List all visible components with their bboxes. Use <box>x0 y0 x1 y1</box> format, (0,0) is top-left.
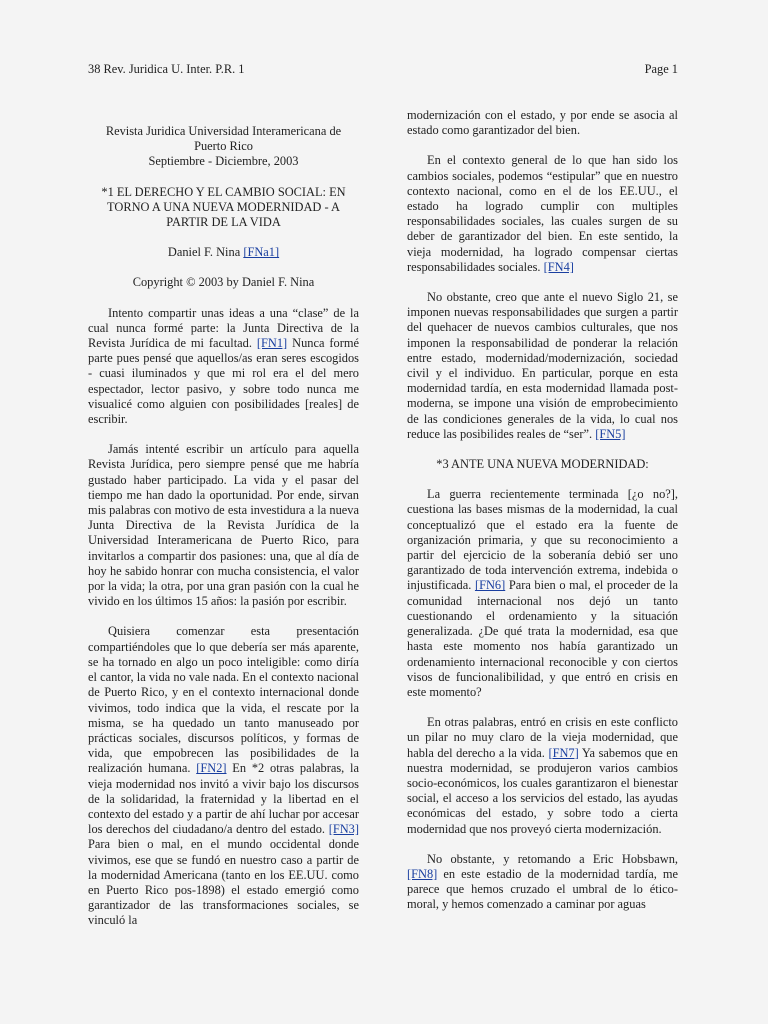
footnote-link-fn5[interactable]: [FN5] <box>595 426 626 441</box>
paragraph: Jamás intenté escribir un artículo para aquella Revista Jurídica, pero siempre pensé que me habría gustado haber participado. La vida y el pasar del tiempo me han dado la oportunidad. Por ende, sirvan mis palabras con motivo de esta investidura a la nueva Junta Directiva de la Revista Jurídica de la Universidad Interamericana de Puerto Rico, para invitarlos a compartir dos pasiones: una, que al día de hoy he sabido honrar con mucha consistencia, el valor por la vida; la otra, por una gran pasión con la cual he vivido en los últimos 15 años: la pasión por escribir. <box>88 442 359 609</box>
paragraph-text: Nunca formé parte pues pensé que aquellos/as eran seres escogidos - cuasi iluminados y que mi rol era el del mero espectador, lector pasivo, y sobre todo nunca me visualicé como alguien con posibilidades [reales] de escribir. <box>88 336 359 427</box>
paragraph-text: En otras palabras, entró en crisis en este conflicto un pilar no muy claro de la vieja modernidad, que habla del derecho a la vida. <box>407 715 678 760</box>
journal-name-line2: Puerto Rico <box>194 139 253 154</box>
paragraph: modernización con el estado, y por ende se asocia al estado como garantizador del bien. <box>407 108 678 138</box>
section-heading: *3 ANTE UNA NUEVA MODERNIDAD: <box>436 457 649 472</box>
paragraph <box>407 153 678 275</box>
title-line1: *1 EL DERECHO Y EL CAMBIO SOCIAL: EN <box>101 184 346 199</box>
paragraph <box>407 715 678 837</box>
footnote-link-fn1[interactable]: [FN1] <box>256 336 288 351</box>
paragraph-text: Para bien o mal, el proceder de la comunidad internacional nos dejó un tanto cuestionando el ordenamiento y la situación generalizada. ¿De qué trata la modernidad, esa que hasta este momento nos había garantizado un ordenamiento internacional reconocible y con ciertos visos de funcionalibilidad, y que entró en crisis en este momento? <box>407 578 679 699</box>
paragraph <box>88 624 359 928</box>
footnote-link-fn8[interactable]: [FN8] <box>407 866 438 881</box>
footnote-link-fn7[interactable]: [FN7] <box>548 745 579 760</box>
author-line <box>88 245 359 260</box>
paragraph-text: Intento compartir unas ideas a una “clase” de la cual nunca formé parte: la Junta Directiva de la Revista Jurídica de mi facultad. <box>88 305 359 351</box>
paragraph <box>88 306 359 428</box>
issue-date: Septiembre - Diciembre, 2003 <box>148 154 299 169</box>
paragraph-text: Para bien o mal, en el mundo occidental donde vivimos, ese que se fundó en nuestro caso a partir de la modernidad Americana (tanto en los EE.UU. como en Puerto Rico pos-1898) el estado emergió como garantizador de las transformaciones sociales, se vinculó la <box>88 837 359 928</box>
paragraph <box>407 487 678 700</box>
title-line3: PARTIR DE LA VIDA <box>166 215 281 230</box>
article-title <box>88 185 359 231</box>
footnote-link-fn2[interactable]: [FN2] <box>196 761 227 776</box>
paragraph-text: Quisiera comenzar esta presentación compartiéndoles que lo que debería ser más aparente, se ha tornado en algo un poco inteligible: como diría el cantor, la vida no vale nada. En el contexto nacional de Puerto Rico, y en el contexto internacional donde vivimos, todo indica que la vida, el rescate por la misma, se ha quedado un tanto manuseado por prácticas sociales, discursos políticos, y formas de vida, que empobrecen las posibilidades de la realización humana. <box>88 624 359 776</box>
footnote-link-fn4[interactable]: [FN4] <box>543 259 574 274</box>
journal-name-line1: Revista Juridica Universidad Interamericana de <box>105 124 342 138</box>
paragraph-text: No obstante, y retomando a Eric Hobsbawn, <box>427 851 678 866</box>
left-column <box>88 124 359 929</box>
paragraph-text: Ya sabemos que en nuestra modernidad, se produjeron varios cambios socio-económicos, los cuales garantizaron el bienestar social, el acceso a los servicios del estado, las ayudas económicas del estado, y sobre todo a cierta modernidad que nos proveyó cierta modernización. <box>407 745 678 836</box>
title-line2: TORNO A UNA NUEVA MODERNIDAD - A <box>107 199 340 214</box>
paragraph-text: La guerra recientemente terminada [¿o no?], cuestiona las bases mismas de la modernidad, la cual conceptualizó que el estado era la fuente de organización primaria, y que su reconocimiento a partir del ejercicio de la soberanía debió ser uno garantizado de toda intervención extrema, indebida o injustificada. <box>407 487 678 593</box>
paragraph-text: No obstante, creo que ante el nuevo Siglo 21, se imponen nuevas responsabilidades que surgen a partir del quehacer de nuevos cambios culturales, que nos imponen la responsabilidad de ponderar la relación entre estado, modernidad/modernización, sociedad civil y el individuo. En particular, porque en esta modernidad tardía, en esta modernidad llamada post-moderna, se impone una visión de emprobecimiento de las condiciones generales de la vida, lo cual nos reduce las posibilides reales de “ser”. <box>407 290 678 441</box>
page-number: Page 1 <box>644 62 678 76</box>
footnote-link-fna1[interactable]: [FNa1] <box>243 245 280 260</box>
citation-header: 38 Rev. Juridica U. Inter. P.R. 1 <box>88 62 245 76</box>
paragraph <box>407 852 678 913</box>
copyright-line: Copyright © 2003 by Daniel F. Nina <box>132 275 315 290</box>
footnote-link-fn6[interactable]: [FN6] <box>474 578 506 593</box>
paragraph-text: En *2 otras palabras, la vieja modernidad nos invitó a vivir bajo los discursos de la solidaridad, la fraternidad y la libertad en el contexto del estado y a partir de ahí luchar por accesar los derechos del ciudadano/a dentro del estado. <box>88 761 359 837</box>
paragraph <box>407 290 678 442</box>
right-column <box>407 108 678 913</box>
footnote-link-fn3[interactable]: [FN3] <box>328 822 359 837</box>
author-name: Daniel F. Nina <box>167 245 241 260</box>
paragraph-text: En el contexto general de lo que han sido los cambios sociales, podemos “estipular” que en nuestro contexto nacional, como en el de los EE.UU., el estado ha logrado cumplir con multiples responsabilidades sociales, las cuales surgen de su deber de garantizador del bien. En este sentido, la vieja modernidad, ha logrado compensar ciertas responsabilidades sociales. <box>407 153 678 274</box>
paragraph-text: en este estadio de la modernidad tardía, me parece que hemos cruzado el umbral de lo ético-moral, y hemos comenzado a caminar por aguas <box>407 866 678 912</box>
journal-info <box>88 124 359 170</box>
